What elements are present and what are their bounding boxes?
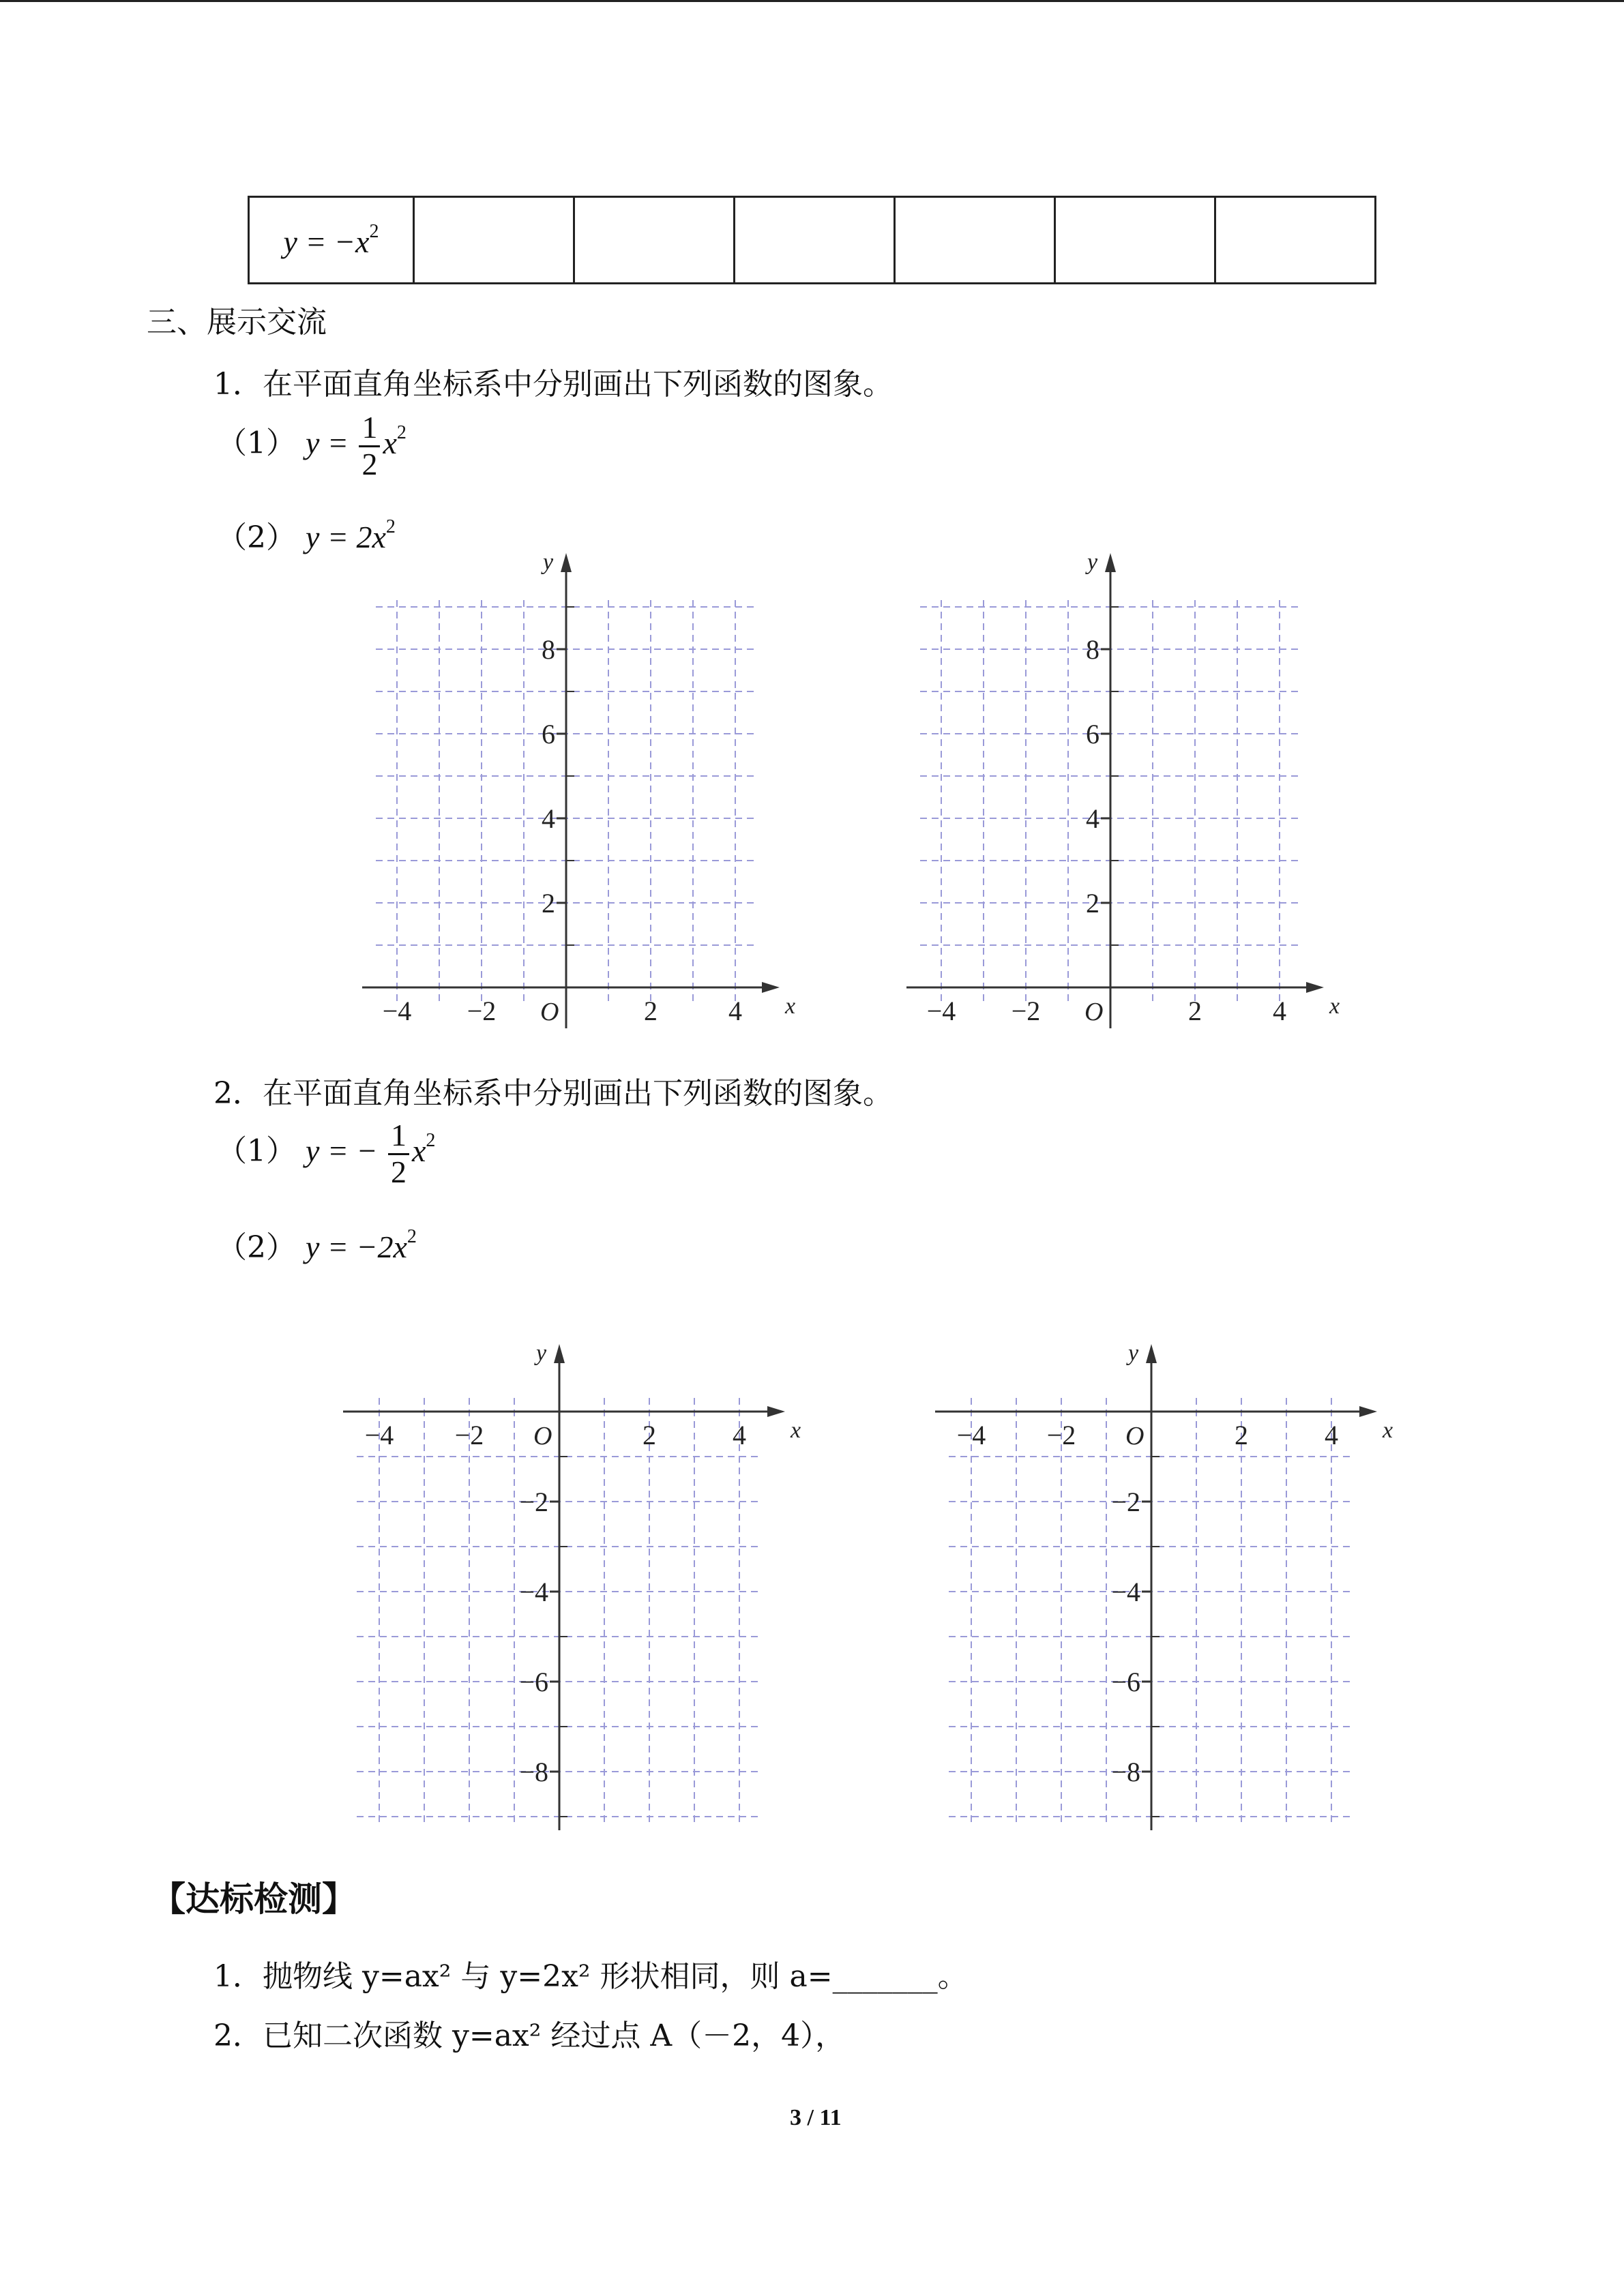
y-axis-label: y	[1087, 550, 1098, 575]
table-row-label: $y = -x^2$	[283, 220, 379, 259]
x-axis-label: x	[1329, 994, 1340, 1019]
q2-item2: （2） $y = -2x^2$	[217, 1226, 417, 1265]
y-tick-label: 4	[1086, 803, 1099, 834]
origin-label: O	[1084, 998, 1104, 1026]
x-axis-arrow	[762, 982, 780, 993]
x-axis-arrow	[767, 1406, 785, 1417]
x-axis-arrow	[1306, 982, 1324, 993]
table-row	[249, 197, 1376, 284]
x-tick-label: 4	[733, 1420, 746, 1450]
check-q2: 2．已知二次函数 y=ax² 经过点 A（－2，4），	[213, 2018, 846, 2053]
y-tick-label: 2	[542, 888, 555, 919]
origin-label: O	[1125, 1422, 1145, 1450]
y-axis-label: y	[536, 1341, 547, 1366]
page-number: 3 / 11	[790, 2105, 842, 2130]
origin-label: O	[533, 1422, 552, 1450]
coordinate-grid-q2-right[interactable]	[947, 1309, 1397, 1828]
x-tick-label: 2	[1235, 1420, 1248, 1450]
x-axis-arrow	[1359, 1406, 1377, 1417]
table-row-label-cell	[249, 197, 414, 284]
x-tick-label: −4	[364, 1420, 394, 1450]
q1-item1: （1） y = $\frac{1}{2}$ $x^2$	[217, 410, 407, 481]
y-tick-label: 8	[542, 634, 555, 665]
page-top-border	[0, 0, 1624, 2]
y-tick-label: −4	[1111, 1577, 1140, 1607]
x-tick-label: −4	[926, 996, 956, 1026]
y-tick-label: −6	[1111, 1667, 1140, 1697]
x-tick-label: −4	[382, 996, 412, 1026]
q1-item2: （2） $y = 2x^2$	[217, 516, 396, 555]
x-tick-label: 4	[728, 996, 742, 1026]
x-tick-label: −2	[1046, 1420, 1076, 1450]
y-axis-arrow	[1146, 1344, 1157, 1363]
y-tick-label: −8	[519, 1757, 548, 1787]
x-axis-label: x	[1383, 1418, 1393, 1443]
check-q1: 1．抛物线 y=ax² 与 y=2x² 形状相同，则 a=_______。	[213, 1959, 968, 1994]
x-tick-label: −2	[454, 1420, 484, 1450]
value-table	[248, 196, 1376, 284]
y-tick-label: 2	[1086, 888, 1099, 919]
y-tick-label: −6	[519, 1667, 548, 1697]
table-cell[interactable]	[1055, 197, 1215, 284]
q1-text: 1．在平面直角坐标系中分别画出下列函数的图象。	[213, 367, 893, 402]
fraction: $\frac{1}{2}$	[388, 1118, 409, 1189]
x-axis-label: x	[785, 994, 796, 1019]
x-tick-label: 2	[644, 996, 658, 1026]
y-tick-label: 6	[1086, 719, 1099, 749]
x-tick-label: 2	[643, 1420, 656, 1450]
table-cell[interactable]	[735, 197, 895, 284]
table-cell[interactable]	[895, 197, 1055, 284]
check-heading: 【达标检测】	[151, 1879, 356, 1919]
y-tick-label: −2	[1111, 1487, 1140, 1517]
x-tick-label: −4	[956, 1420, 986, 1450]
y-tick-label: −2	[519, 1487, 548, 1517]
y-axis-label: y	[543, 550, 554, 575]
x-tick-label: −2	[1011, 996, 1041, 1026]
table-cell[interactable]	[574, 197, 735, 284]
y-tick-label: −4	[519, 1577, 548, 1607]
x-axis-label: x	[791, 1418, 801, 1443]
y-axis-arrow	[561, 553, 572, 572]
table-cell[interactable]	[1215, 197, 1376, 284]
section-title: 三、展示交流	[147, 305, 327, 340]
x-tick-label: 4	[1273, 996, 1286, 1026]
y-tick-label: 6	[542, 719, 555, 749]
q2-item1: （1） y = − $\frac{1}{2}$ $x^2$	[217, 1118, 436, 1189]
y-axis-arrow	[554, 1344, 565, 1363]
y-axis-label: y	[1128, 1341, 1139, 1366]
x-tick-label: −2	[467, 996, 497, 1026]
x-tick-label: 2	[1188, 996, 1202, 1026]
fraction: $\frac{1}{2}$	[359, 411, 380, 481]
q2-text: 2．在平面直角坐标系中分别画出下列函数的图象。	[213, 1076, 893, 1111]
origin-label: O	[540, 998, 559, 1026]
coordinate-grid-q1-right[interactable]	[913, 550, 1340, 1037]
y-tick-label: 8	[1086, 634, 1099, 665]
coordinate-grid-q2-left[interactable]	[355, 1309, 805, 1828]
table-cell[interactable]	[414, 197, 574, 284]
y-axis-arrow	[1105, 553, 1116, 572]
x-tick-label: 4	[1325, 1420, 1338, 1450]
coordinate-grid-q1-left[interactable]	[368, 550, 796, 1037]
y-tick-label: 4	[542, 803, 555, 834]
y-tick-label: −8	[1111, 1757, 1140, 1787]
